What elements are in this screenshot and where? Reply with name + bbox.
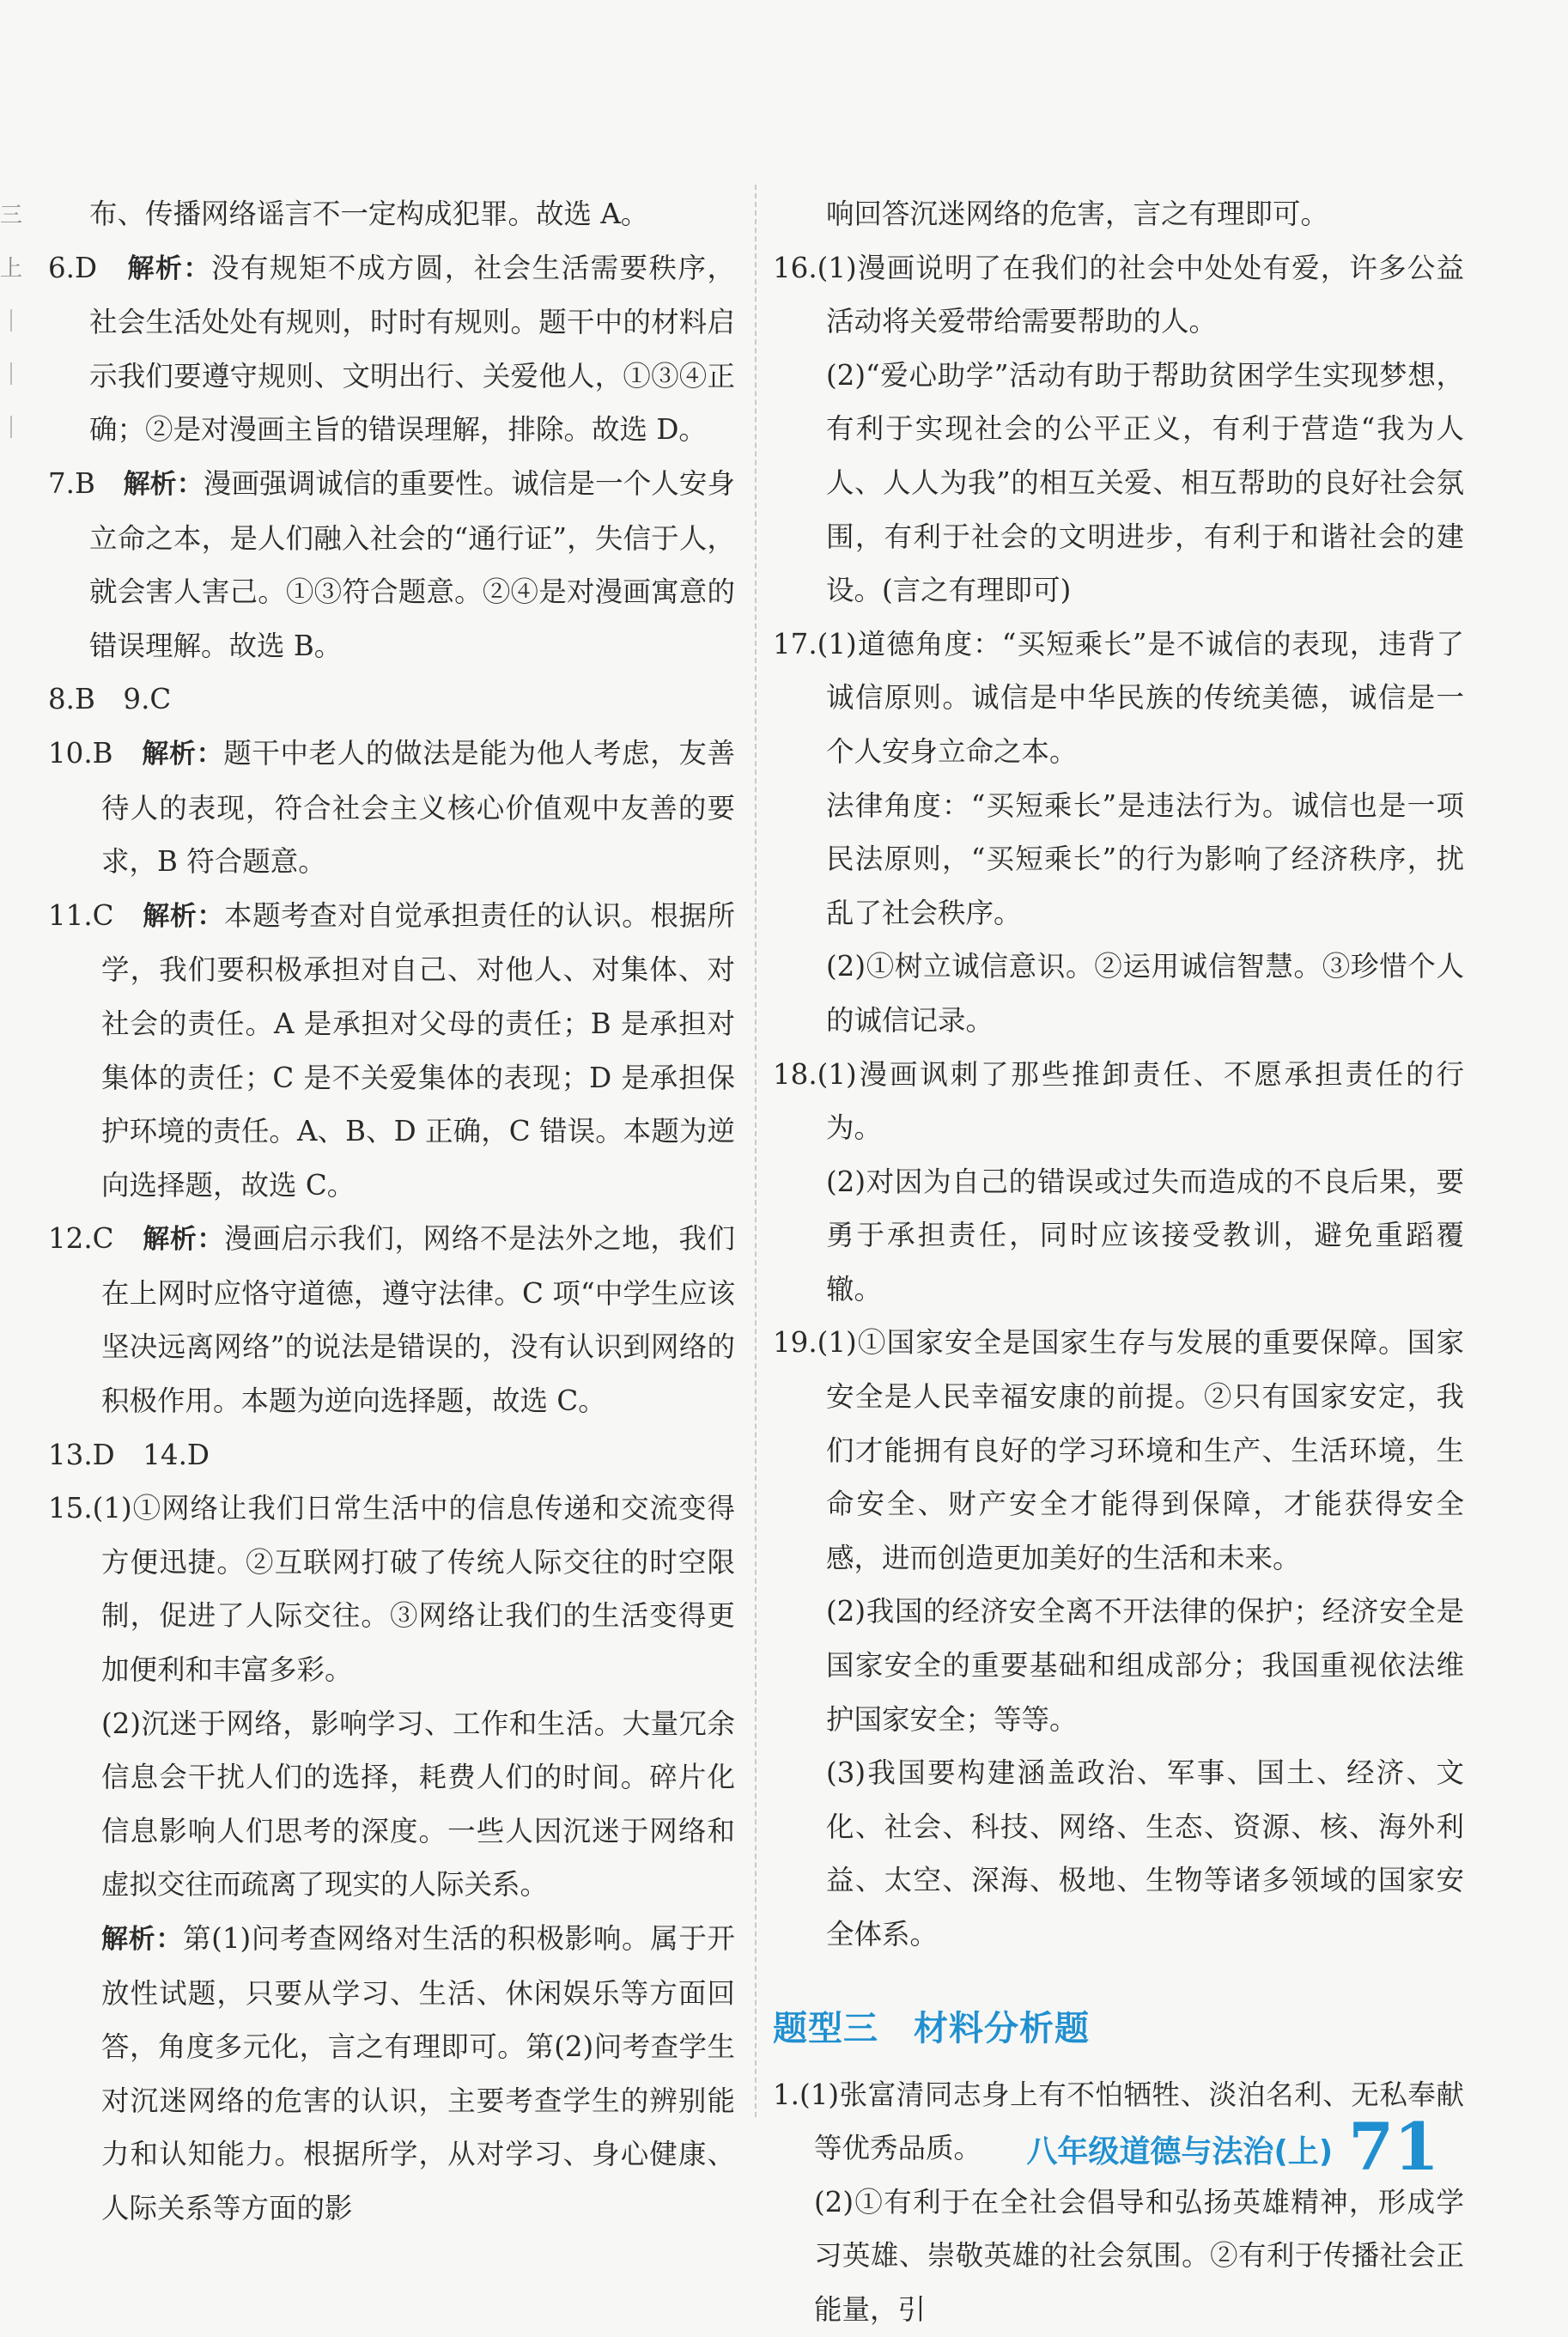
answer-text: 本题考查对自觉承担责任的认识。根据所学，我们要积极承担对自己、对他人、对集体、对社会的责任。A 是承担对父母的责任；B 是承担对集体的责任；C 是不关爱集体的表现；D 是承担保护环境的责任。A、B、D 正确，C 错误。本题为逆向选择题，故选 C。 bbox=[101, 898, 735, 1202]
answer-paragraph: (2)①树立诚信意识。②运用诚信智慧。③珍惜个人的诚信记录。 bbox=[826, 950, 1464, 1037]
answer-paragraph: (3)我国要构建涵盖政治、军事、国土、经济、文化、社会、科技、网络、生态、资源、核、海外利益、太空、深海、极地、生物等诸多领域的国家安全体系。 bbox=[826, 1756, 1464, 1951]
answer-paragraph: (2)对因为自己的错误或过失而造成的不良后果，要勇于承担责任，同时应该接受教训，避免重蹈覆辙。 bbox=[826, 1165, 1464, 1305]
answer-paragraph: 19.(1)①国家安全是国家生存与发展的重要保障。国家安全是人民幸福安康的前提。②只有国家安定，我们才能拥有良好的学习环境和生产、生活环境，生命安全、财产安全才能得到保障，才能获得安全感，进而创造更加美好的生活和未来。 bbox=[773, 1326, 1464, 1574]
analysis-paragraph bbox=[48, 1912, 735, 2236]
answer-item bbox=[48, 457, 735, 672]
answer-item bbox=[48, 1212, 735, 1427]
analysis-label: 解析： bbox=[127, 253, 211, 284]
answer-paragraph: (2)①有利于在全社会倡导和弘扬英雄精神，形成学习英雄、崇敬英雄的社会氛围。②有利于传播社会正能量，引 bbox=[814, 2185, 1464, 2326]
answer-text: 漫画强调诚信的重要性。诚信是一个人安身立命之本，是人们融入社会的“通行证”，失信于人，就会害人害己。①③符合题意。②④是对漫画寓意的错误理解。故选 B。 bbox=[89, 466, 735, 662]
answer-paragraph: (2)沉迷于网络，影响学习、工作和生活。大量冗余信息会干扰人们的选择，耗费人们的时间。碎片化信息影响人们思考的深度。一些人因沉迷于网络和虚拟交往而疏离了现实的人际关系。 bbox=[101, 1707, 735, 1902]
page-number: 71 bbox=[1348, 2109, 1439, 2185]
right-column bbox=[773, 187, 1464, 2337]
answer-number: 7.B bbox=[48, 466, 95, 500]
answer-paragraph: 1.(1)张富清同志身上有不怕牺牲、淡泊名利、无私奉献等优秀品质。 bbox=[773, 2078, 1464, 2165]
answer-paragraph: 15.(1)①网络让我们日常生活中的信息传递和交流变得方便迅捷。②互联网打破了传统人际交往的时空限制，促进了人际交往。③网络让我们的生活变得更加便利和丰富多彩。 bbox=[48, 1492, 735, 1687]
answer-item bbox=[48, 889, 735, 1213]
answer-number: 10.B bbox=[48, 736, 113, 770]
page-edge-marks: 三 上 ｜ ｜ ｜ bbox=[0, 203, 23, 441]
answer-item bbox=[48, 241, 735, 457]
analysis-label: 解析： bbox=[123, 468, 204, 500]
answer-text: 漫画启示我们，网络不是法外之地，我们在上网时应恪守道德，遵守法律。C 项“中学生应该坚决远离网络”的说法是错误的，没有认识到网络的积极作用。本题为逆向选择题，故选 C。 bbox=[101, 1222, 735, 1418]
answer-paragraph: (2)“爱心助学”活动有助于帮助贫困学生实现梦想，有利于实现社会的公平正义，有利于营造“我为人人、人人为我”的相互关爱、相互帮助的良好社会氛围，有利于社会的文明进步，有利于和谐社会的建设。(言之有理即可) bbox=[826, 358, 1464, 607]
page-footer bbox=[1026, 2109, 1439, 2185]
answer-paragraph: 布、传播网络谣言不一定构成犯罪。故选 A。 bbox=[89, 198, 649, 230]
analysis-text: 第(1)问考查网络对生活的积极影响。属于开放性试题，只要从学习、生活、休闲娱乐等方面回答，角度多元化，言之有理即可。第(2)问考查学生对沉迷网络的危害的认识，主要考查学生的辨别能力和认知能力。根据所学，从对学习、身心健康、人际关系等方面的影 bbox=[101, 1922, 735, 2224]
analysis-label: 解析： bbox=[143, 1224, 225, 1256]
answer-number: 6.D bbox=[48, 251, 98, 284]
answer-paragraph: 18.(1)漫画讽刺了那些推卸责任、不愿承担责任的行为。 bbox=[773, 1057, 1464, 1145]
section-title: 题型三 材料分析题 bbox=[773, 2008, 1090, 2048]
answer-text: 题干中老人的做法是能为他人考虑，友善待人的表现，符合社会主义核心价值观中友善的要求，B 符合题意。 bbox=[101, 736, 735, 879]
answer-paragraph: (2)我国的经济安全离不开法律的保护；经济安全是国家安全的重要基础和组成部分；我国重视依法维护国家安全；等等。 bbox=[826, 1595, 1464, 1736]
analysis-label: 解析： bbox=[101, 1924, 183, 1955]
answer-text: 没有规矩不成方圆，社会生活需要秩序，社会生活处处有规则，时时有规则。题干中的材料启示我们要遵守规则、文明出行、关爱他人，①③④正确；②是对漫画主旨的错误理解，排除。故选 D。 bbox=[89, 251, 735, 447]
answer-paragraph: 16.(1)漫画说明了在我们的社会中处处有爱，许多公益活动将关爱带给需要帮助的人。 bbox=[773, 251, 1464, 338]
footer-subject: 八年级道德与法治(上) bbox=[1026, 2134, 1334, 2170]
answer-number: 12.C bbox=[48, 1222, 114, 1256]
answer-paragraph: 17.(1)道德角度：“买短乘长”是不诚信的表现，违背了诚信原则。诚信是中华民族的传统美德，诚信是一个人安身立命之本。 bbox=[773, 627, 1464, 768]
answer-paragraph: 13.D 14.D bbox=[48, 1438, 210, 1471]
analysis-label: 解析： bbox=[143, 900, 225, 932]
answer-paragraph: 8.B 9.C bbox=[48, 683, 172, 716]
answer-number: 11.C bbox=[48, 898, 114, 932]
column-divider bbox=[755, 185, 757, 2117]
left-column bbox=[48, 187, 735, 2236]
analysis-label: 解析： bbox=[142, 738, 224, 770]
answer-item bbox=[48, 727, 735, 889]
answer-paragraph: 响回答沉迷网络的危害，言之有理即可。 bbox=[826, 198, 1329, 230]
answer-paragraph: 法律角度：“买短乘长”是违法行为。诚信也是一项民法原则，“买短乘长”的行为影响了经济秩序，扰乱了社会秩序。 bbox=[826, 788, 1464, 929]
